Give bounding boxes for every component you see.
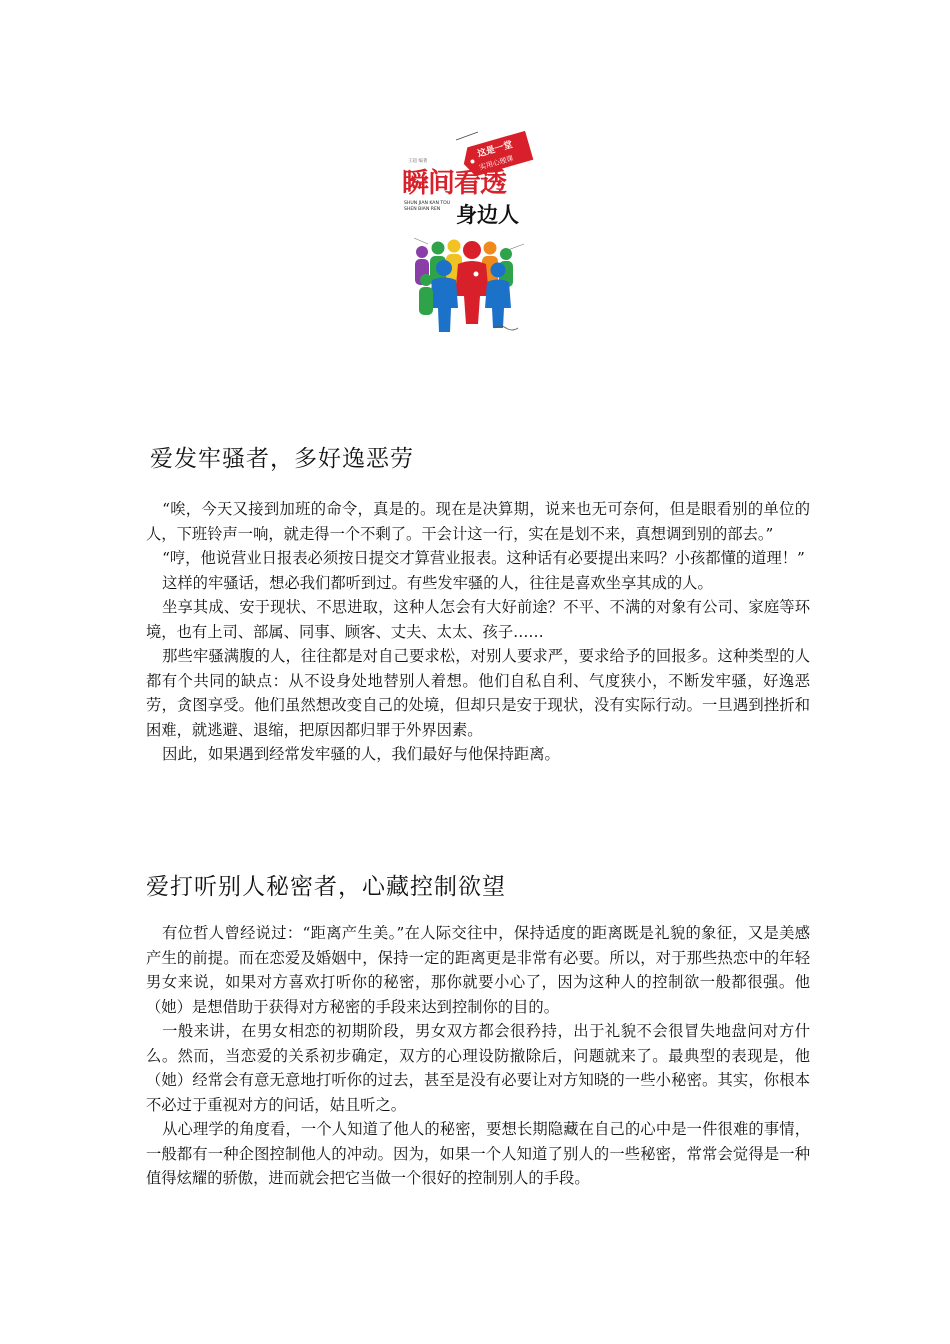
section-heading: 爱发牢骚者，多好逸恶劳 xyxy=(150,446,414,472)
book-cover-image xyxy=(394,118,546,346)
cover-title-sub: 身边人 xyxy=(456,203,519,227)
cover-title-main: 瞬间看透 xyxy=(402,168,506,199)
paragraph: 那些牢骚满腹的人，往往都是对自己要求松，对别人要求严，要求给予的回报多。这种类型的人都有个共同的缺点：从不设身处地替别人着想。他们自私自利、气度狭小，不断发牢骚，好逸恶劳，贪图享受。他们虽然想改变自己的处境，但却只是安于现状，没有实际行动。一旦遇到挫折和困难，就逃避、退缩，把原因都归罪于外界因素。 xyxy=(146,647,810,739)
tag-line2: 实用心理课 xyxy=(478,154,515,172)
paragraph: 一般来讲，在男女相恋的初期阶段，男女双方都会很矜持，出于礼貌不会很冒失地盘问对方什么。然而，当恋爱的关系初步确定，双方的心理设防撤除后，问题就来了。最典型的表现是，他（她）经常会有意无意地打听你的过去，甚至是没有必要让对方知晓的一些小秘密。其实，你根本不必过于重视对方的问话，姑且听之。 xyxy=(146,1022,810,1114)
book-cover-illustration xyxy=(394,118,546,346)
paragraph: 这样的牢骚话，想必我们都听到过。有些发牢骚的人，往往是喜欢坐享其成的人。 xyxy=(162,573,713,592)
paragraph: 坐享其成、安于现状、不思进取，这种人怎会有大好前途？不平、不满的对象有公司、家庭等环境，也有上司、部属、同事、顾客、丈夫、太太、孩子…… xyxy=(146,598,810,641)
section-complainers xyxy=(146,440,810,767)
cover-pinyin-2: SHEN BIAN REN xyxy=(404,207,441,212)
paragraph: “唉，今天又接到加班的命令，真是的。现在是决算期，说来也无可奈何，但是眼看别的单位的人，下班铃声一响，就走得一个不剩了。干会计这一行，实在是划不来，真想调到别的部去。” xyxy=(146,500,810,543)
section-heading: 爱打听别人秘密者，心藏控制欲望 xyxy=(146,874,506,900)
cover-pinyin-1: SHUN JIAN KAN TOU xyxy=(404,201,451,206)
tag-line1: 这是一堂 xyxy=(476,140,514,160)
paragraph: 有位哲人曾经说过：“距离产生美。”在人际交往中，保持适度的距离既是礼貌的象征，又是美感产生的前提。而在恋爱及婚姻中，保持一定的距离更是非常有必要。所以，对于那些热恋中的年轻男女来说，如果对方喜欢打听你的秘密，那你就要小心了，因为这种人的控制欲一般都很强。他（她）是想借助于获得对方秘密的手段来达到控制你的目的。 xyxy=(146,924,810,1016)
people-figures-icon xyxy=(415,240,513,333)
section-secret-seekers xyxy=(146,868,810,1191)
cover-author: 王超 编著 xyxy=(408,159,428,164)
paragraph: 因此，如果遇到经常发牢骚的人，我们最好与他保持距离。 xyxy=(162,745,560,763)
paragraph: 从心理学的角度看，一个人知道了他人的秘密，要想长期隐藏在自己的心中是一件很难的事情，一般都有一种企图控制他人的冲动。因为，如果一个人知道了别人的一些秘密，常常会觉得是一种值得炫耀的骄傲，进而就会把它当做一个很好的控制别人的手段。 xyxy=(146,1120,810,1187)
paragraph: “哼，他说营业日报表必须按日提交才算营业报表。这种话有必要提出来吗？小孩都懂的道理！” xyxy=(162,549,805,567)
